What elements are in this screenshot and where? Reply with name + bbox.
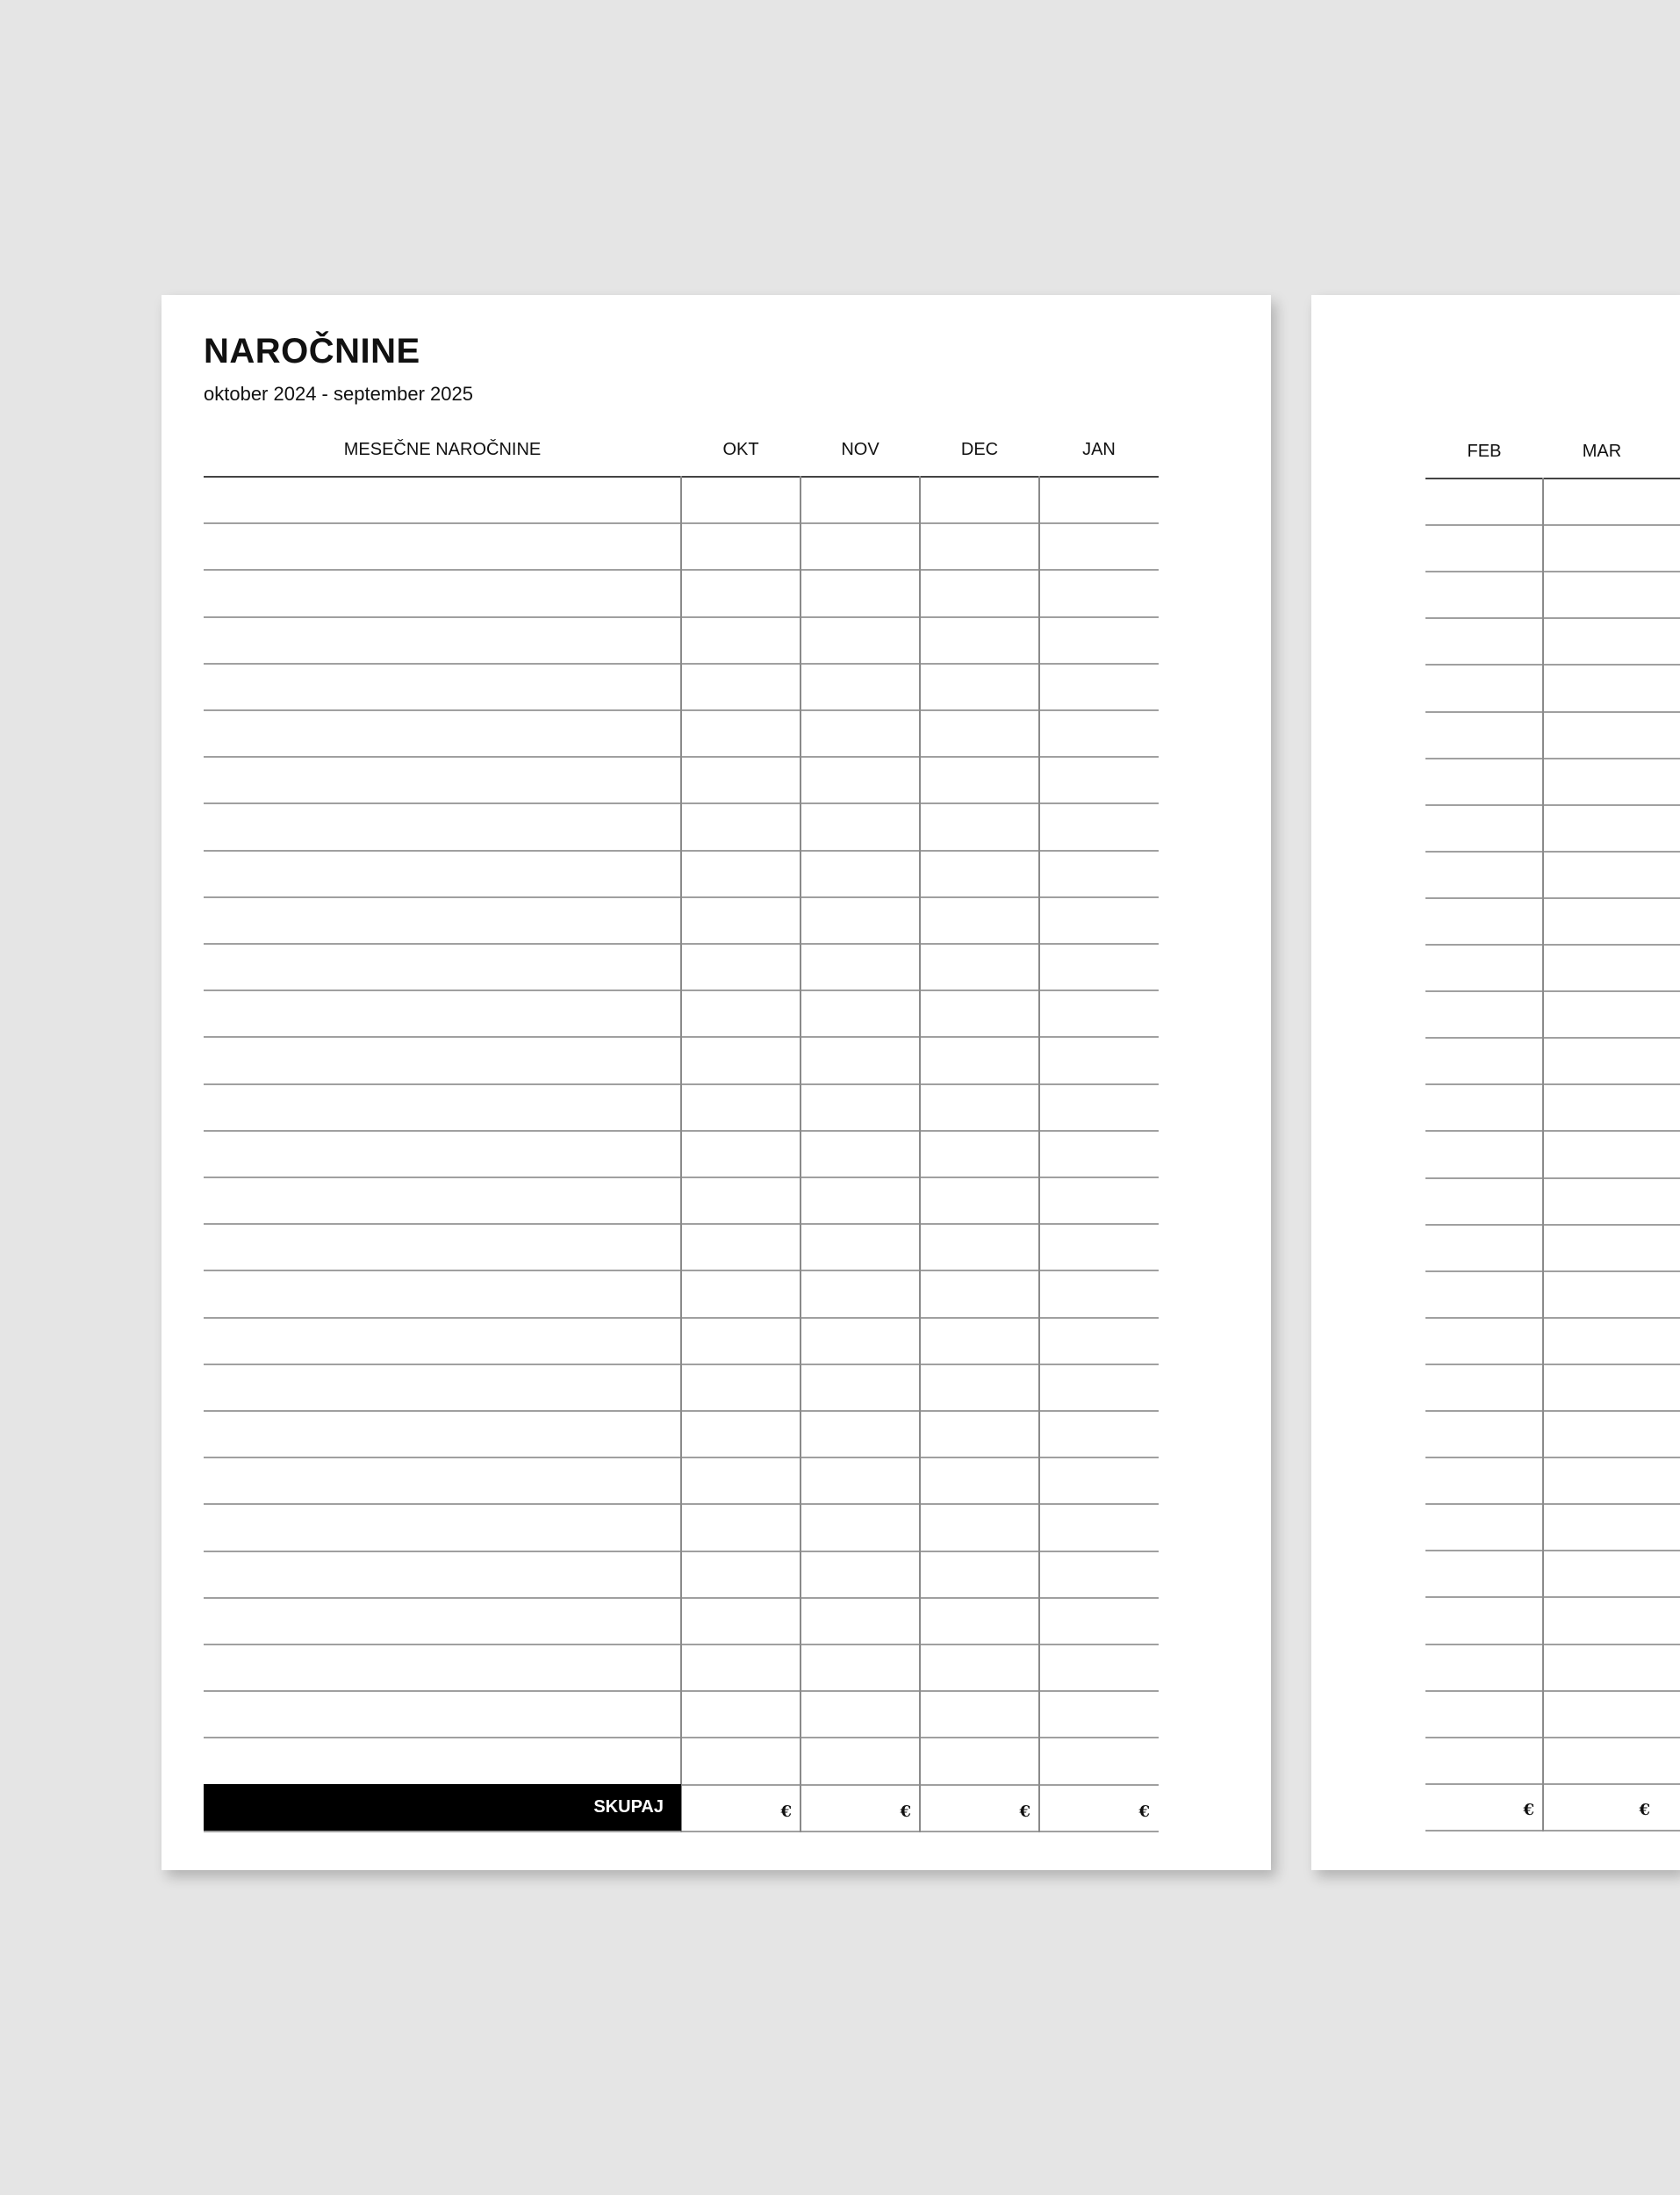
total-nov-currency: € — [900, 1803, 911, 1821]
month-header-feb: FEB — [1467, 442, 1502, 461]
table-row-line — [1425, 1130, 1680, 1132]
table-row-line — [1425, 1457, 1680, 1458]
table-row-line — [1425, 1596, 1680, 1598]
table-row-line — [1425, 524, 1680, 526]
table-row-line — [1425, 1270, 1680, 1272]
table-row-line — [1425, 1364, 1680, 1365]
table-row-line — [1425, 851, 1680, 853]
table-row-line — [1425, 571, 1680, 572]
table-row-line — [1425, 1037, 1680, 1039]
total-row-label: SKUPAJ — [204, 1784, 681, 1831]
table-row-line — [1425, 664, 1680, 666]
page-title: NAROČNINE — [204, 332, 420, 371]
table-column-divider — [919, 476, 921, 1832]
total-jan-currency: € — [1138, 1803, 1150, 1821]
table-row-line — [1425, 990, 1680, 992]
table-column-divider — [1542, 478, 1544, 1832]
table-row-line — [1425, 711, 1680, 713]
header-divider — [1425, 478, 1680, 479]
table-row-line — [1425, 1737, 1680, 1738]
table-column-divider — [680, 476, 682, 1832]
total-okt-currency: € — [780, 1803, 792, 1821]
table-row-line — [1425, 1224, 1680, 1226]
table-row-line — [1425, 1083, 1680, 1085]
table-row-line — [1425, 1690, 1680, 1692]
table-row-line — [1425, 804, 1680, 806]
month-header-mar: MAR — [1582, 442, 1622, 461]
total-mar-currency: € — [1639, 1801, 1650, 1819]
table-row-line — [1425, 1317, 1680, 1319]
table-row-line — [1425, 758, 1680, 759]
table-row-line — [1425, 1177, 1680, 1179]
month-header-nov: NOV — [841, 440, 879, 459]
table-column-divider — [1038, 476, 1040, 1832]
total-feb-currency: € — [1523, 1801, 1534, 1819]
month-header-dec: DEC — [960, 440, 999, 459]
total-dec-currency: € — [1019, 1803, 1030, 1821]
subscriptions-column-header: MESEČNE NAROČNINE — [343, 440, 542, 459]
month-header-okt: OKT — [722, 440, 759, 459]
planner-page-2 — [1311, 295, 1680, 1870]
table-row-line — [1425, 1503, 1680, 1505]
table-column-divider — [800, 476, 801, 1832]
table-row-line — [1425, 617, 1680, 619]
table-row-line — [1425, 944, 1680, 946]
table-row-line — [1425, 1644, 1680, 1645]
table-row-line — [1425, 1830, 1680, 1832]
planner-page-1 — [162, 295, 1271, 1870]
table-row-line — [1425, 1410, 1680, 1412]
month-header-jan: JAN — [1082, 440, 1116, 459]
table-row-line — [1425, 897, 1680, 899]
page-subtitle: oktober 2024 - september 2025 — [204, 383, 473, 405]
table-row-line — [1425, 1783, 1680, 1785]
table-row-line — [1425, 1550, 1680, 1551]
